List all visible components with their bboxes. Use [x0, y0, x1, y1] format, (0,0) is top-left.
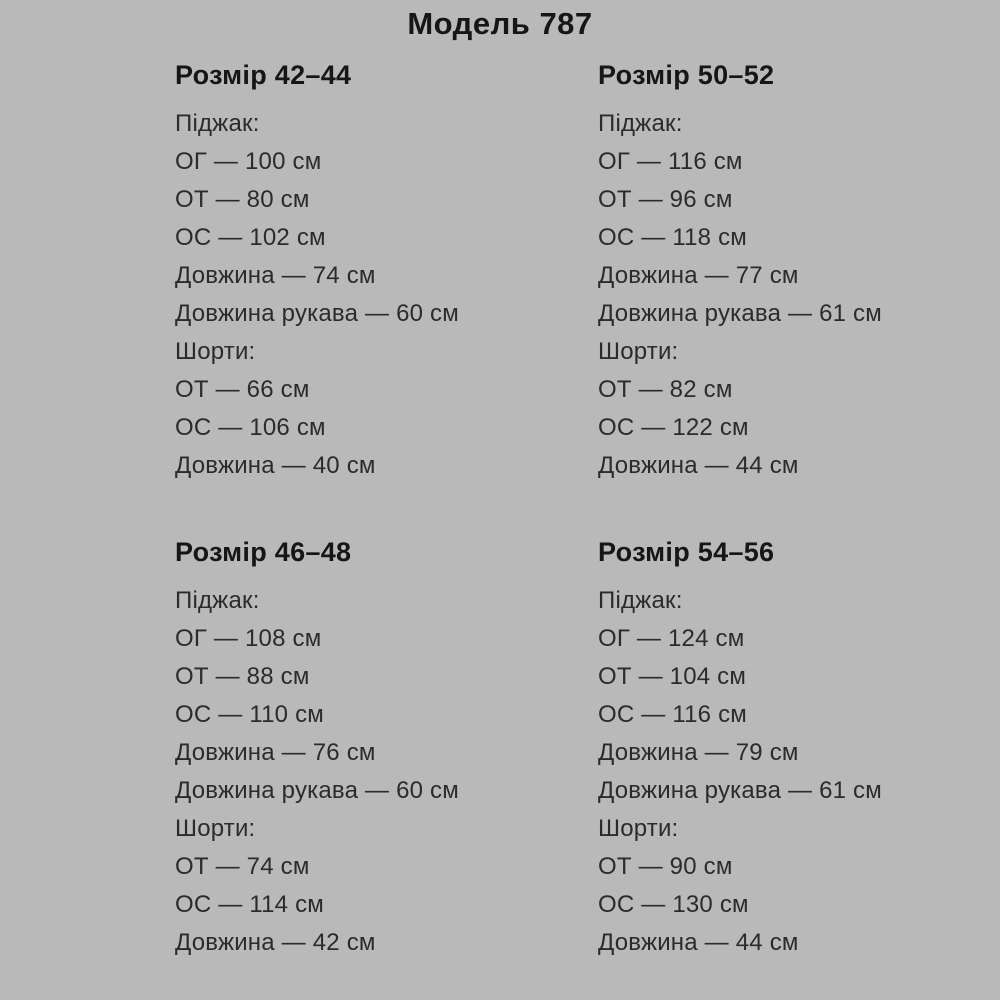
measurement-line: ОС — 122 см [598, 414, 749, 441]
measurement-line: Піджак: [175, 110, 260, 137]
size-blocks-grid [0, 60, 1000, 962]
size-heading: Розмір 50–52 [598, 60, 775, 90]
measurement-line: ОТ — 90 см [598, 853, 733, 880]
measurement-line: ОС — 106 см [175, 414, 326, 441]
measurement-line: ОТ — 104 см [598, 663, 747, 690]
measurement-line: ОТ — 88 см [175, 663, 310, 690]
measurement-line: Піджак: [175, 587, 260, 614]
size-heading: Розмір 46–48 [175, 537, 352, 567]
measurement-lines [175, 105, 535, 485]
measurement-line: Довжина — 44 см [598, 452, 799, 479]
size-heading: Розмір 54–56 [598, 537, 775, 567]
size-block-46-48 [175, 537, 535, 962]
measurement-line: ОГ — 124 см [598, 625, 745, 652]
size-block-50-52 [598, 60, 958, 485]
measurement-line: ОС — 116 см [598, 701, 747, 728]
measurement-line: ОС — 118 см [598, 224, 747, 251]
measurement-line: Довжина — 74 см [175, 262, 376, 289]
measurement-line: ОТ — 82 см [598, 376, 733, 403]
measurement-lines [598, 582, 958, 962]
measurement-line: ОТ — 74 см [175, 853, 310, 880]
measurement-line: Довжина — 42 см [175, 929, 376, 956]
measurement-line: Довжина — 76 см [175, 739, 376, 766]
measurement-line: ОС — 114 см [175, 891, 324, 918]
size-block-42-44 [175, 60, 535, 485]
measurement-line: Довжина — 79 см [598, 739, 799, 766]
measurement-line: Довжина рукава — 60 см [175, 777, 459, 804]
measurement-line: ОТ — 80 см [175, 186, 310, 213]
measurement-line: ОГ — 108 см [175, 625, 322, 652]
measurement-line: Довжина — 77 см [598, 262, 799, 289]
measurement-line: Довжина — 44 см [598, 929, 799, 956]
measurement-lines [598, 105, 958, 485]
measurement-line: Піджак: [598, 110, 683, 137]
measurement-lines [175, 582, 535, 962]
measurement-line: ОГ — 100 см [175, 148, 322, 175]
measurement-line: Шорти: [598, 338, 679, 365]
measurement-line: ОГ — 116 см [598, 148, 743, 175]
measurement-line: Шорти: [175, 338, 256, 365]
measurement-line: ОТ — 66 см [175, 376, 310, 403]
measurement-line: Довжина рукава — 60 см [175, 300, 459, 327]
size-block-54-56 [598, 537, 958, 962]
measurement-line: ОС — 130 см [598, 891, 749, 918]
page-title: Модель 787 [407, 6, 593, 41]
measurement-line: Довжина — 40 см [175, 452, 376, 479]
measurement-line: Довжина рукава — 61 см [598, 300, 882, 327]
measurement-line: ОС — 102 см [175, 224, 326, 251]
measurement-line: Шорти: [175, 815, 256, 842]
measurement-line: Шорти: [598, 815, 679, 842]
measurement-line: ОС — 110 см [175, 701, 324, 728]
measurement-line: Довжина рукава — 61 см [598, 777, 882, 804]
measurement-line: Піджак: [598, 587, 683, 614]
size-heading: Розмір 42–44 [175, 60, 352, 90]
measurement-line: ОТ — 96 см [598, 186, 733, 213]
